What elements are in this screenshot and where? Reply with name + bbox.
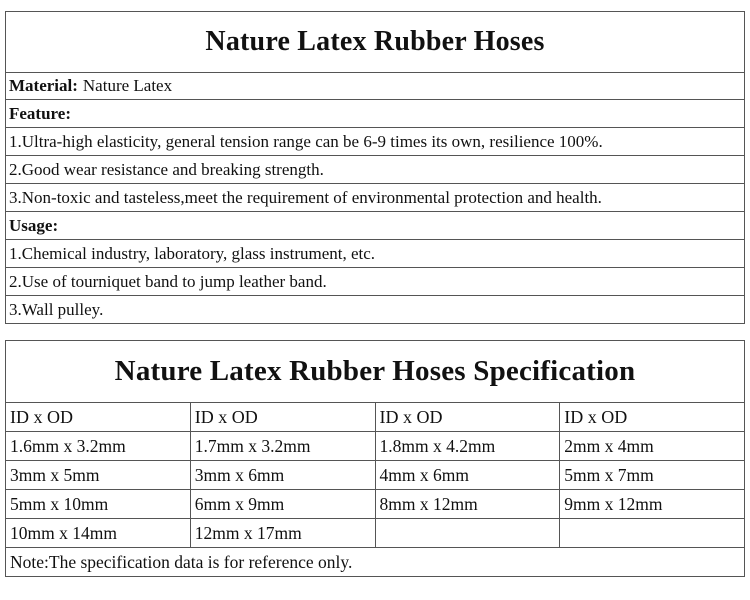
table-row bbox=[6, 432, 745, 461]
column-header: ID x OD bbox=[190, 403, 375, 432]
table-cell bbox=[375, 519, 560, 548]
material-row bbox=[5, 72, 745, 100]
specification-panel bbox=[5, 340, 745, 577]
table-cell bbox=[560, 519, 745, 548]
column-header: ID x OD bbox=[560, 403, 745, 432]
usage-heading-row bbox=[5, 212, 745, 240]
table-cell: 9mm x 12mm bbox=[560, 490, 745, 519]
table-cell: 1.8mm x 4.2mm bbox=[375, 432, 560, 461]
note-row bbox=[6, 548, 745, 577]
column-header: ID x OD bbox=[6, 403, 191, 432]
product-title: Nature Latex Rubber Hoses bbox=[5, 11, 745, 72]
table-cell: 8mm x 12mm bbox=[375, 490, 560, 519]
usage-item: 2.Use of tourniquet band to jump leather band. bbox=[5, 268, 745, 296]
specification-table bbox=[5, 402, 745, 577]
table-header-row bbox=[6, 403, 745, 432]
table-cell: 3mm x 5mm bbox=[6, 461, 191, 490]
table-row bbox=[6, 461, 745, 490]
table-cell: 1.6mm x 3.2mm bbox=[6, 432, 191, 461]
table-cell: 3mm x 6mm bbox=[190, 461, 375, 490]
table-row bbox=[6, 490, 745, 519]
feature-item: 1.Ultra-high elasticity, general tension range can be 6-9 times its own, resilience 100%. bbox=[5, 128, 745, 156]
specification-title: Nature Latex Rubber Hoses Specification bbox=[5, 340, 745, 402]
table-row bbox=[6, 519, 745, 548]
table-cell: 4mm x 6mm bbox=[375, 461, 560, 490]
usage-item: 1.Chemical industry, laboratory, glass instrument, etc. bbox=[5, 240, 745, 268]
table-cell: 2mm x 4mm bbox=[560, 432, 745, 461]
table-cell: 12mm x 17mm bbox=[190, 519, 375, 548]
usage-item: 3.Wall pulley. bbox=[5, 296, 745, 324]
table-cell: 6mm x 9mm bbox=[190, 490, 375, 519]
feature-item: 3.Non-toxic and tasteless,meet the requirement of environmental protection and health. bbox=[5, 184, 745, 212]
table-cell: 5mm x 10mm bbox=[6, 490, 191, 519]
table-cell: 5mm x 7mm bbox=[560, 461, 745, 490]
product-info-panel bbox=[5, 11, 745, 324]
material-value: Nature Latex bbox=[82, 76, 173, 95]
feature-heading-row bbox=[5, 100, 745, 128]
column-header: ID x OD bbox=[375, 403, 560, 432]
table-cell: 1.7mm x 3.2mm bbox=[190, 432, 375, 461]
usage-label: Usage: bbox=[9, 215, 59, 235]
feature-item: 2.Good wear resistance and breaking strength. bbox=[5, 156, 745, 184]
table-cell: 10mm x 14mm bbox=[6, 519, 191, 548]
material-label: Material: bbox=[9, 76, 78, 95]
feature-label: Feature: bbox=[9, 103, 71, 123]
specification-note: Note:The specification data is for reference only. bbox=[6, 548, 745, 577]
